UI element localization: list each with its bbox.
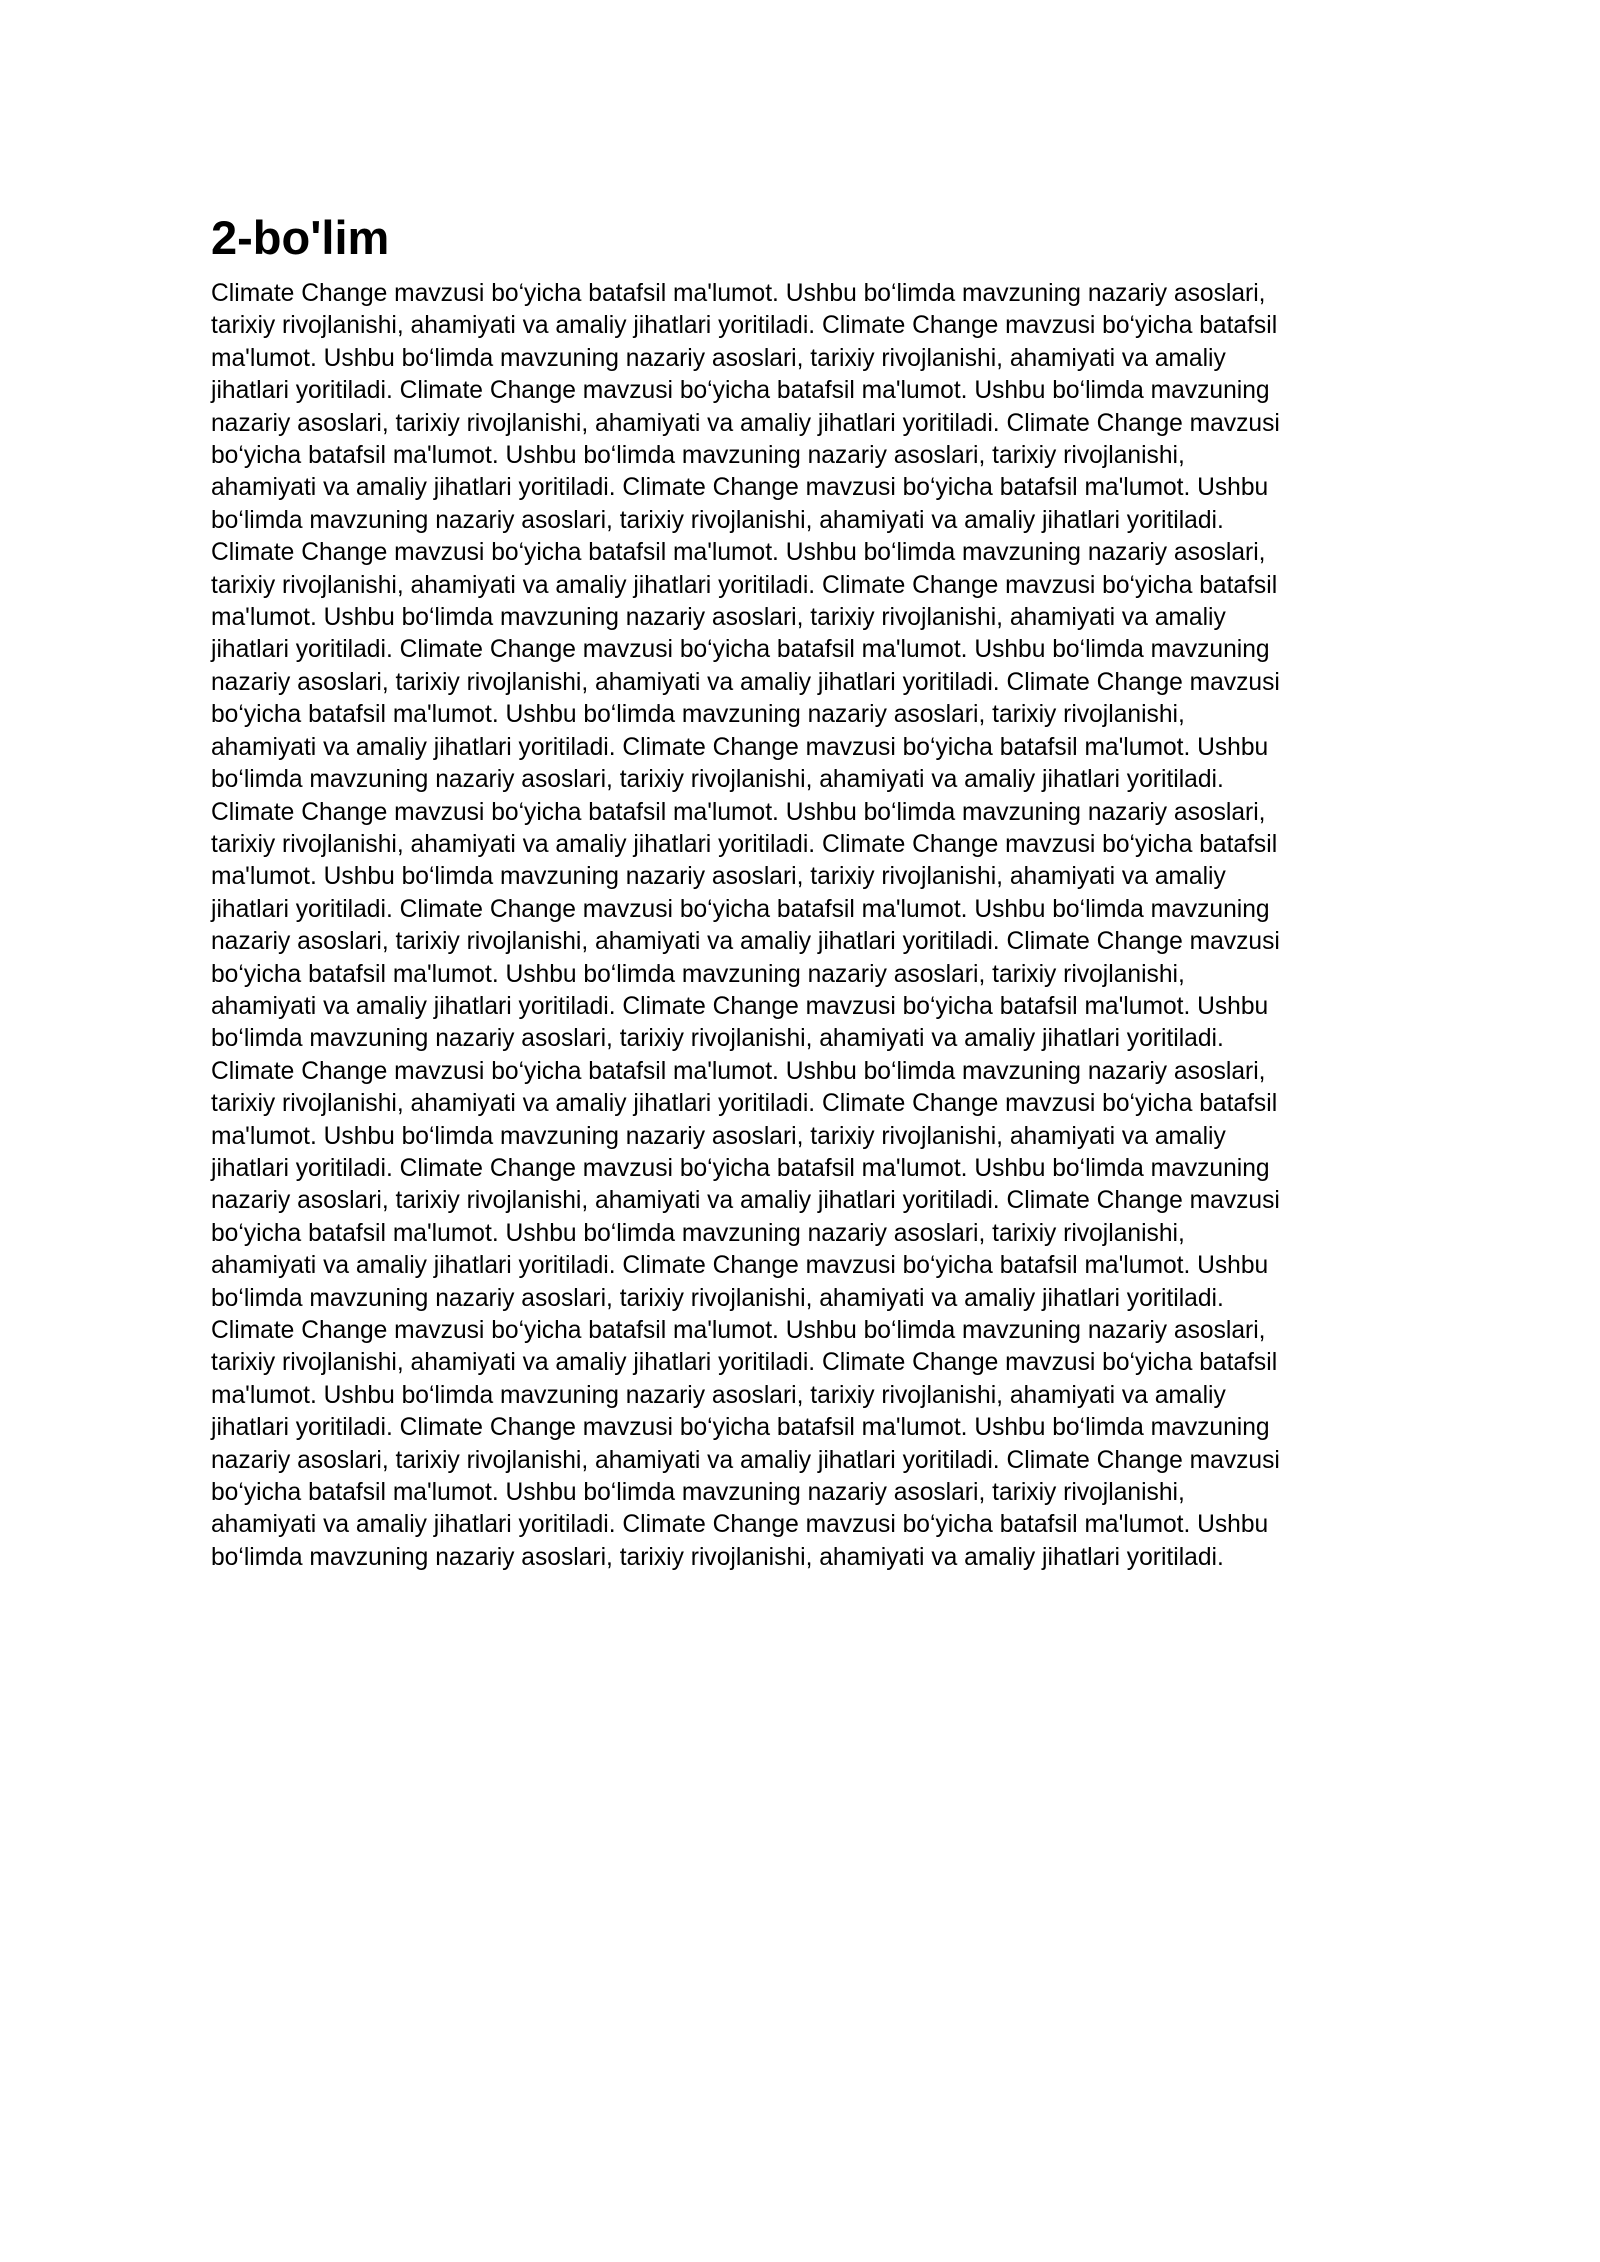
section-body-text: Climate Change mavzusi bo‘yicha batafsil ma'lumot. Ushbu bo‘limda mavzuning nazariy asoslari, tarixiy rivojlanishi, ahamiyati va amaliy jihatlari yoritiladi. Climate Change mavzusi bo‘yicha batafsil ma'lumot. Ushbu bo‘limda mavzuning nazariy asoslari, tarixiy rivojlanishi, ahamiyati va amaliy jihatlari yoritiladi. Climate Change mavzusi bo‘yicha batafsil ma'lumot. Ushbu bo‘limda mavzuning nazariy asoslari, tarixiy rivojlanishi, ahamiyati va amaliy jihatlari yoritiladi. Climate Change mavzusi bo‘yicha batafsil ma'lumot. Ushbu bo‘limda mavzuning nazariy asoslari, tarixiy rivojlanishi, ahamiyati va amaliy jihatlari yoritiladi. Climate Change mavzusi bo‘yicha batafsil ma'lumot. Ushbu bo‘limda mavzuning nazariy asoslari, tarixiy rivojlanishi, ahamiyati va amaliy jihatlari yoritiladi. Climate Change mavzusi bo‘yicha batafsil ma'lumot. Ushbu bo‘limda mavzuning nazariy asoslari, tarixiy rivojlanishi, ahamiyati va amaliy jihatlari yoritiladi. Climate Change mavzusi bo‘yicha batafsil ma'lumot. Ushbu bo‘limda mavzuning nazariy asoslari, tarixiy rivojlanishi, ahamiyati va amaliy jihatlari yoritiladi. Climate Change mavzusi bo‘yicha batafsil ma'lumot. Ushbu bo‘limda mavzuning nazariy asoslari, tarixiy rivojlanishi, ahamiyati va amaliy jihatlari yoritiladi. Climate Change mavzusi bo‘yicha batafsil ma'lumot. Ushbu bo‘limda mavzuning nazariy asoslari, tarixiy rivojlanishi, ahamiyati va amaliy jihatlari yoritiladi. Climate Change mavzusi bo‘yicha batafsil ma'lumot. Ushbu bo‘limda mavzuning nazariy asoslari, tarixiy rivojlanishi, ahamiyati va amaliy jihatlari yoritiladi. Climate Change mavzusi bo‘yicha batafsil ma'lumot. Ushbu bo‘limda mavzuning nazariy asoslari, tarixiy rivojlanishi, ahamiyati va amaliy jihatlari yoritiladi. Climate Change mavzusi bo‘yicha batafsil ma'lumot. Ushbu bo‘limda mavzuning nazariy asoslari, tarixiy rivojlanishi, ahamiyati va amaliy jihatlari yoritiladi. Climate Change mavzusi bo‘yicha batafsil ma'lumot. Ushbu bo‘limda mavzuning nazariy asoslari, tarixiy rivojlanishi, ahamiyati va amaliy jihatlari yoritiladi. Climate Change mavzusi bo‘yicha batafsil ma'lumot. Ushbu bo‘limda mavzuning nazariy asoslari, tarixiy rivojlanishi, ahamiyati va amaliy jihatlari yoritiladi. Climate Change mavzusi bo‘yicha batafsil ma'lumot. Ushbu bo‘limda mavzuning nazariy asoslari, tarixiy rivojlanishi, ahamiyati va amaliy jihatlari yoritiladi. Climate Change mavzusi bo‘yicha batafsil ma'lumot. Ushbu bo‘limda mavzuning nazariy asoslari, tarixiy rivojlanishi, ahamiyati va amaliy jihatlari yoritiladi. Climate Change mavzusi bo‘yicha batafsil ma'lumot. Ushbu bo‘limda mavzuning nazariy asoslari, tarixiy rivojlanishi, ahamiyati va amaliy jihatlari yoritiladi. Climate Change mavzusi bo‘yicha batafsil ma'lumot. Ushbu bo‘limda mavzuning nazariy asoslari, tarixiy rivojlanishi, ahamiyati va amaliy jihatlari yoritiladi. Climate Change mavzusi bo‘yicha batafsil ma'lumot. Ushbu bo‘limda mavzuning nazariy asoslari, tarixiy rivojlanishi, ahamiyati va amaliy jihatlari yoritiladi. Climate Change mavzusi bo‘yicha batafsil ma'lumot. Ushbu bo‘limda mavzuning nazariy asoslari, tarixiy rivojlanishi, ahamiyati va amaliy jihatlari yoritiladi. Climate Change mavzusi bo‘yicha batafsil ma'lumot. Ushbu bo‘limda mavzuning nazariy asoslari, tarixiy rivojlanishi, ahamiyati va amaliy jihatlari yoritiladi. Climate Change mavzusi bo‘yicha batafsil ma'lumot. Ushbu bo‘limda mavzuning nazariy asoslari, tarixiy rivojlanishi, ahamiyati va amaliy jihatlari yoritiladi. Climate Change mavzusi bo‘yicha batafsil ma'lumot. Ushbu bo‘limda mavzuning nazariy asoslari, tarixiy rivojlanishi, ahamiyati va amaliy jihatlari yoritiladi. Climate Change mavzusi bo‘yicha batafsil ma'lumot. Ushbu bo‘limda mavzuning nazariy asoslari, tarixiy rivojlanishi, ahamiyati va amaliy jihatlari yoritiladi. Climate Change mavzusi bo‘yicha batafsil ma'lumot. Ushbu bo‘limda mavzuning nazariy asoslari, tarixiy rivojlanishi, ahamiyati va amaliy jihatlari yoritiladi. bbox=[211, 280, 1280, 1571]
document-content bbox=[211, 210, 1401, 1574]
section-heading: 2-bo'lim bbox=[211, 211, 390, 264]
